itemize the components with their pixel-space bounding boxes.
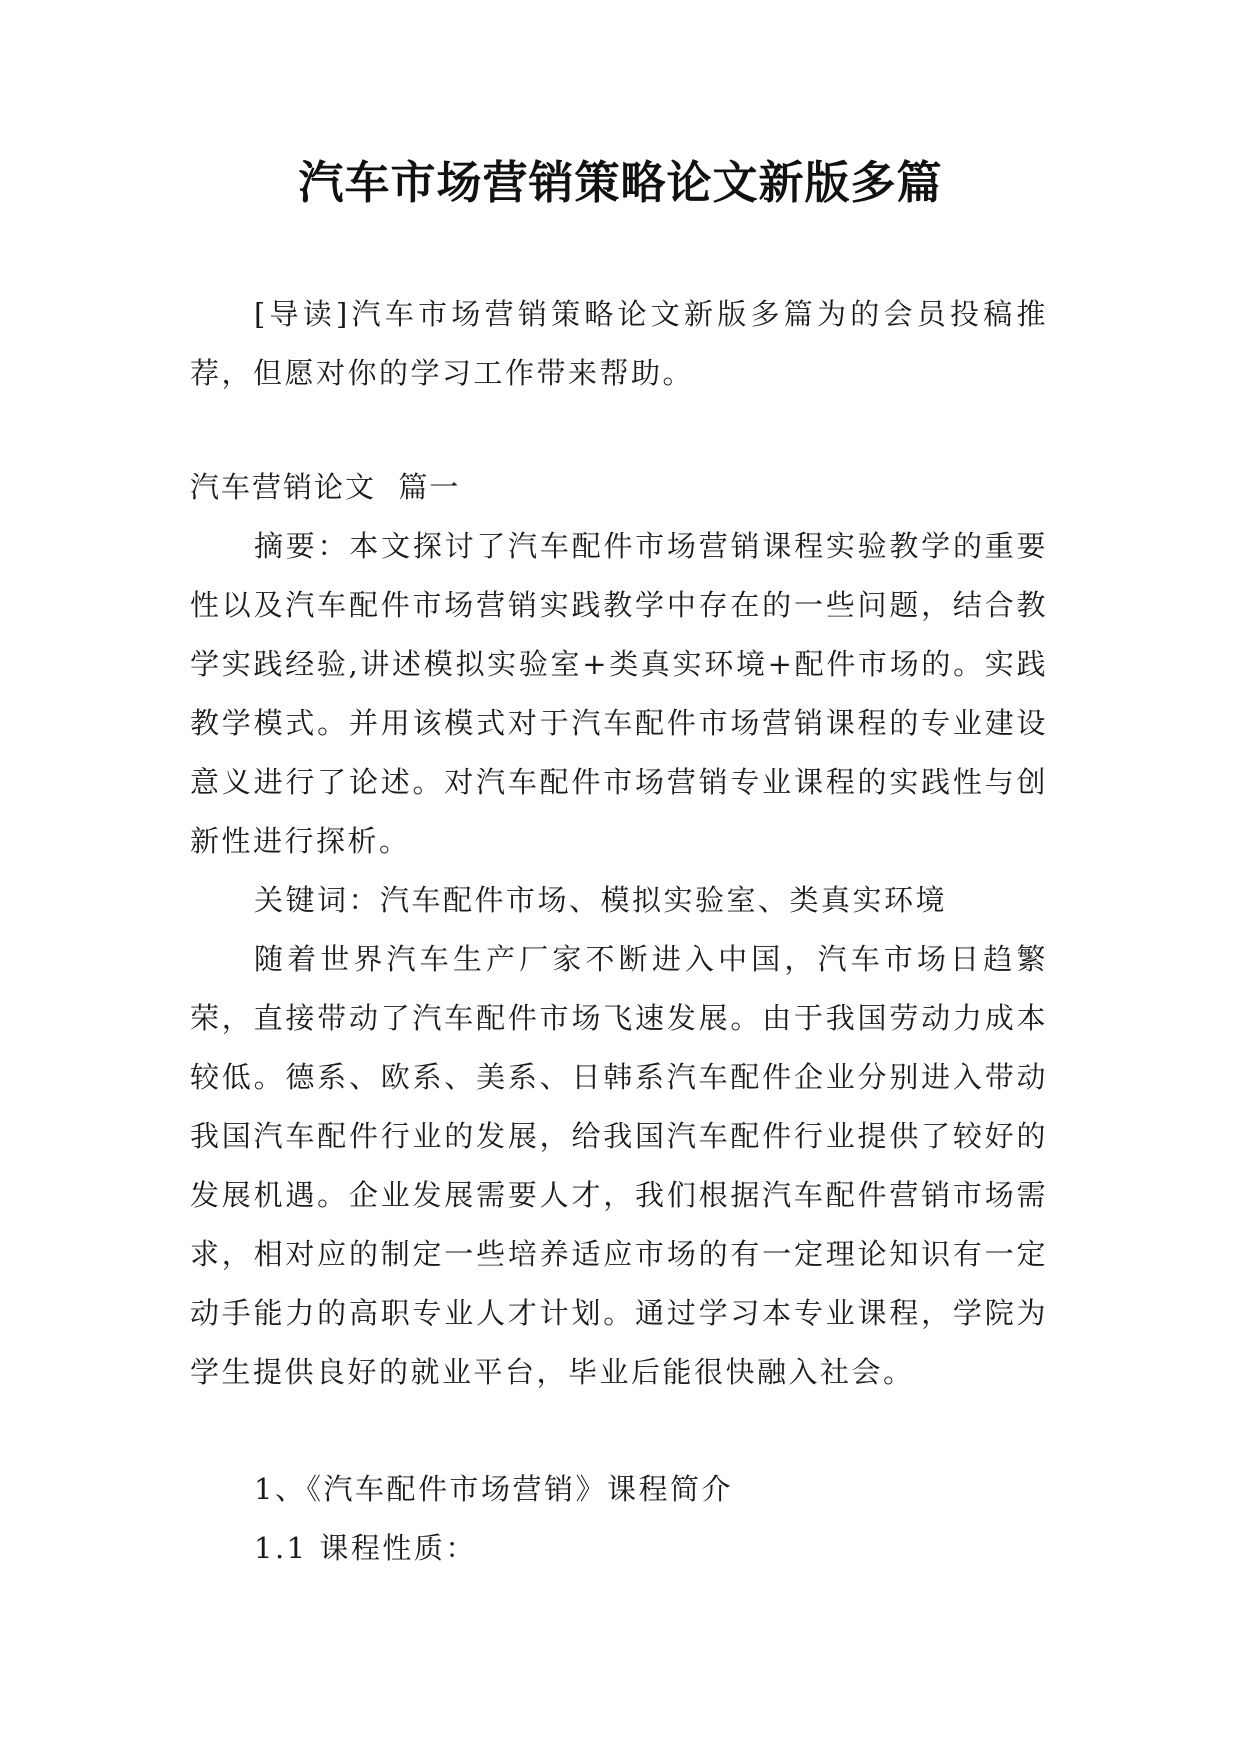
subheading-course-nature: 1.1 课程性质：: [254, 1531, 477, 1565]
abstract-paragraph: 摘要：本文探讨了汽车配件市场营销课程实验教学的重要性以及汽车配件市场营销实践教学中存在的一些问题，结合教学实践经验,讲述模拟实验室+类真实环境+配件市场的。实践教学模式。并用该模式对于汽车配件市场营销课程的专业建设意义进行了论述。对汽车配件市场营销专业课程的实践性与创新性进行探析。: [190, 529, 1048, 858]
section-heading: 汽车营销论文 篇一: [190, 470, 461, 504]
keywords-paragraph: 关键词：汽车配件市场、模拟实验室、类真实环境: [254, 883, 948, 917]
body-paragraph: 随着世界汽车生产厂家不断进入中国，汽车市场日趋繁荣，直接带动了汽车配件市场飞速发展。由于我国劳动力成本较低。德系、欧系、美系、日韩系汽车配件企业分别进入带动我国汽车配件行业的发展，给我国汽车配件行业提供了较好的发展机遇。企业发展需要人才，我们根据汽车配件营销市场需求，相对应的制定一些培养适应市场的有一定理论知识有一定动手能力的高职专业人才计划。通过学习本专业课程，学院为学生提供良好的就业平台，毕业后能很快融入社会。: [190, 942, 1048, 1389]
document-title: 汽车市场营销策略论文新版多篇: [298, 156, 943, 209]
intro-paragraph: [导读]汽车市场营销策略论文新版多篇为的会员投稿推荐，但愿对你的学习工作带来帮助。: [190, 297, 1048, 390]
subheading-course-intro: 1、《汽车配件市场营销》课程简介: [254, 1472, 733, 1506]
